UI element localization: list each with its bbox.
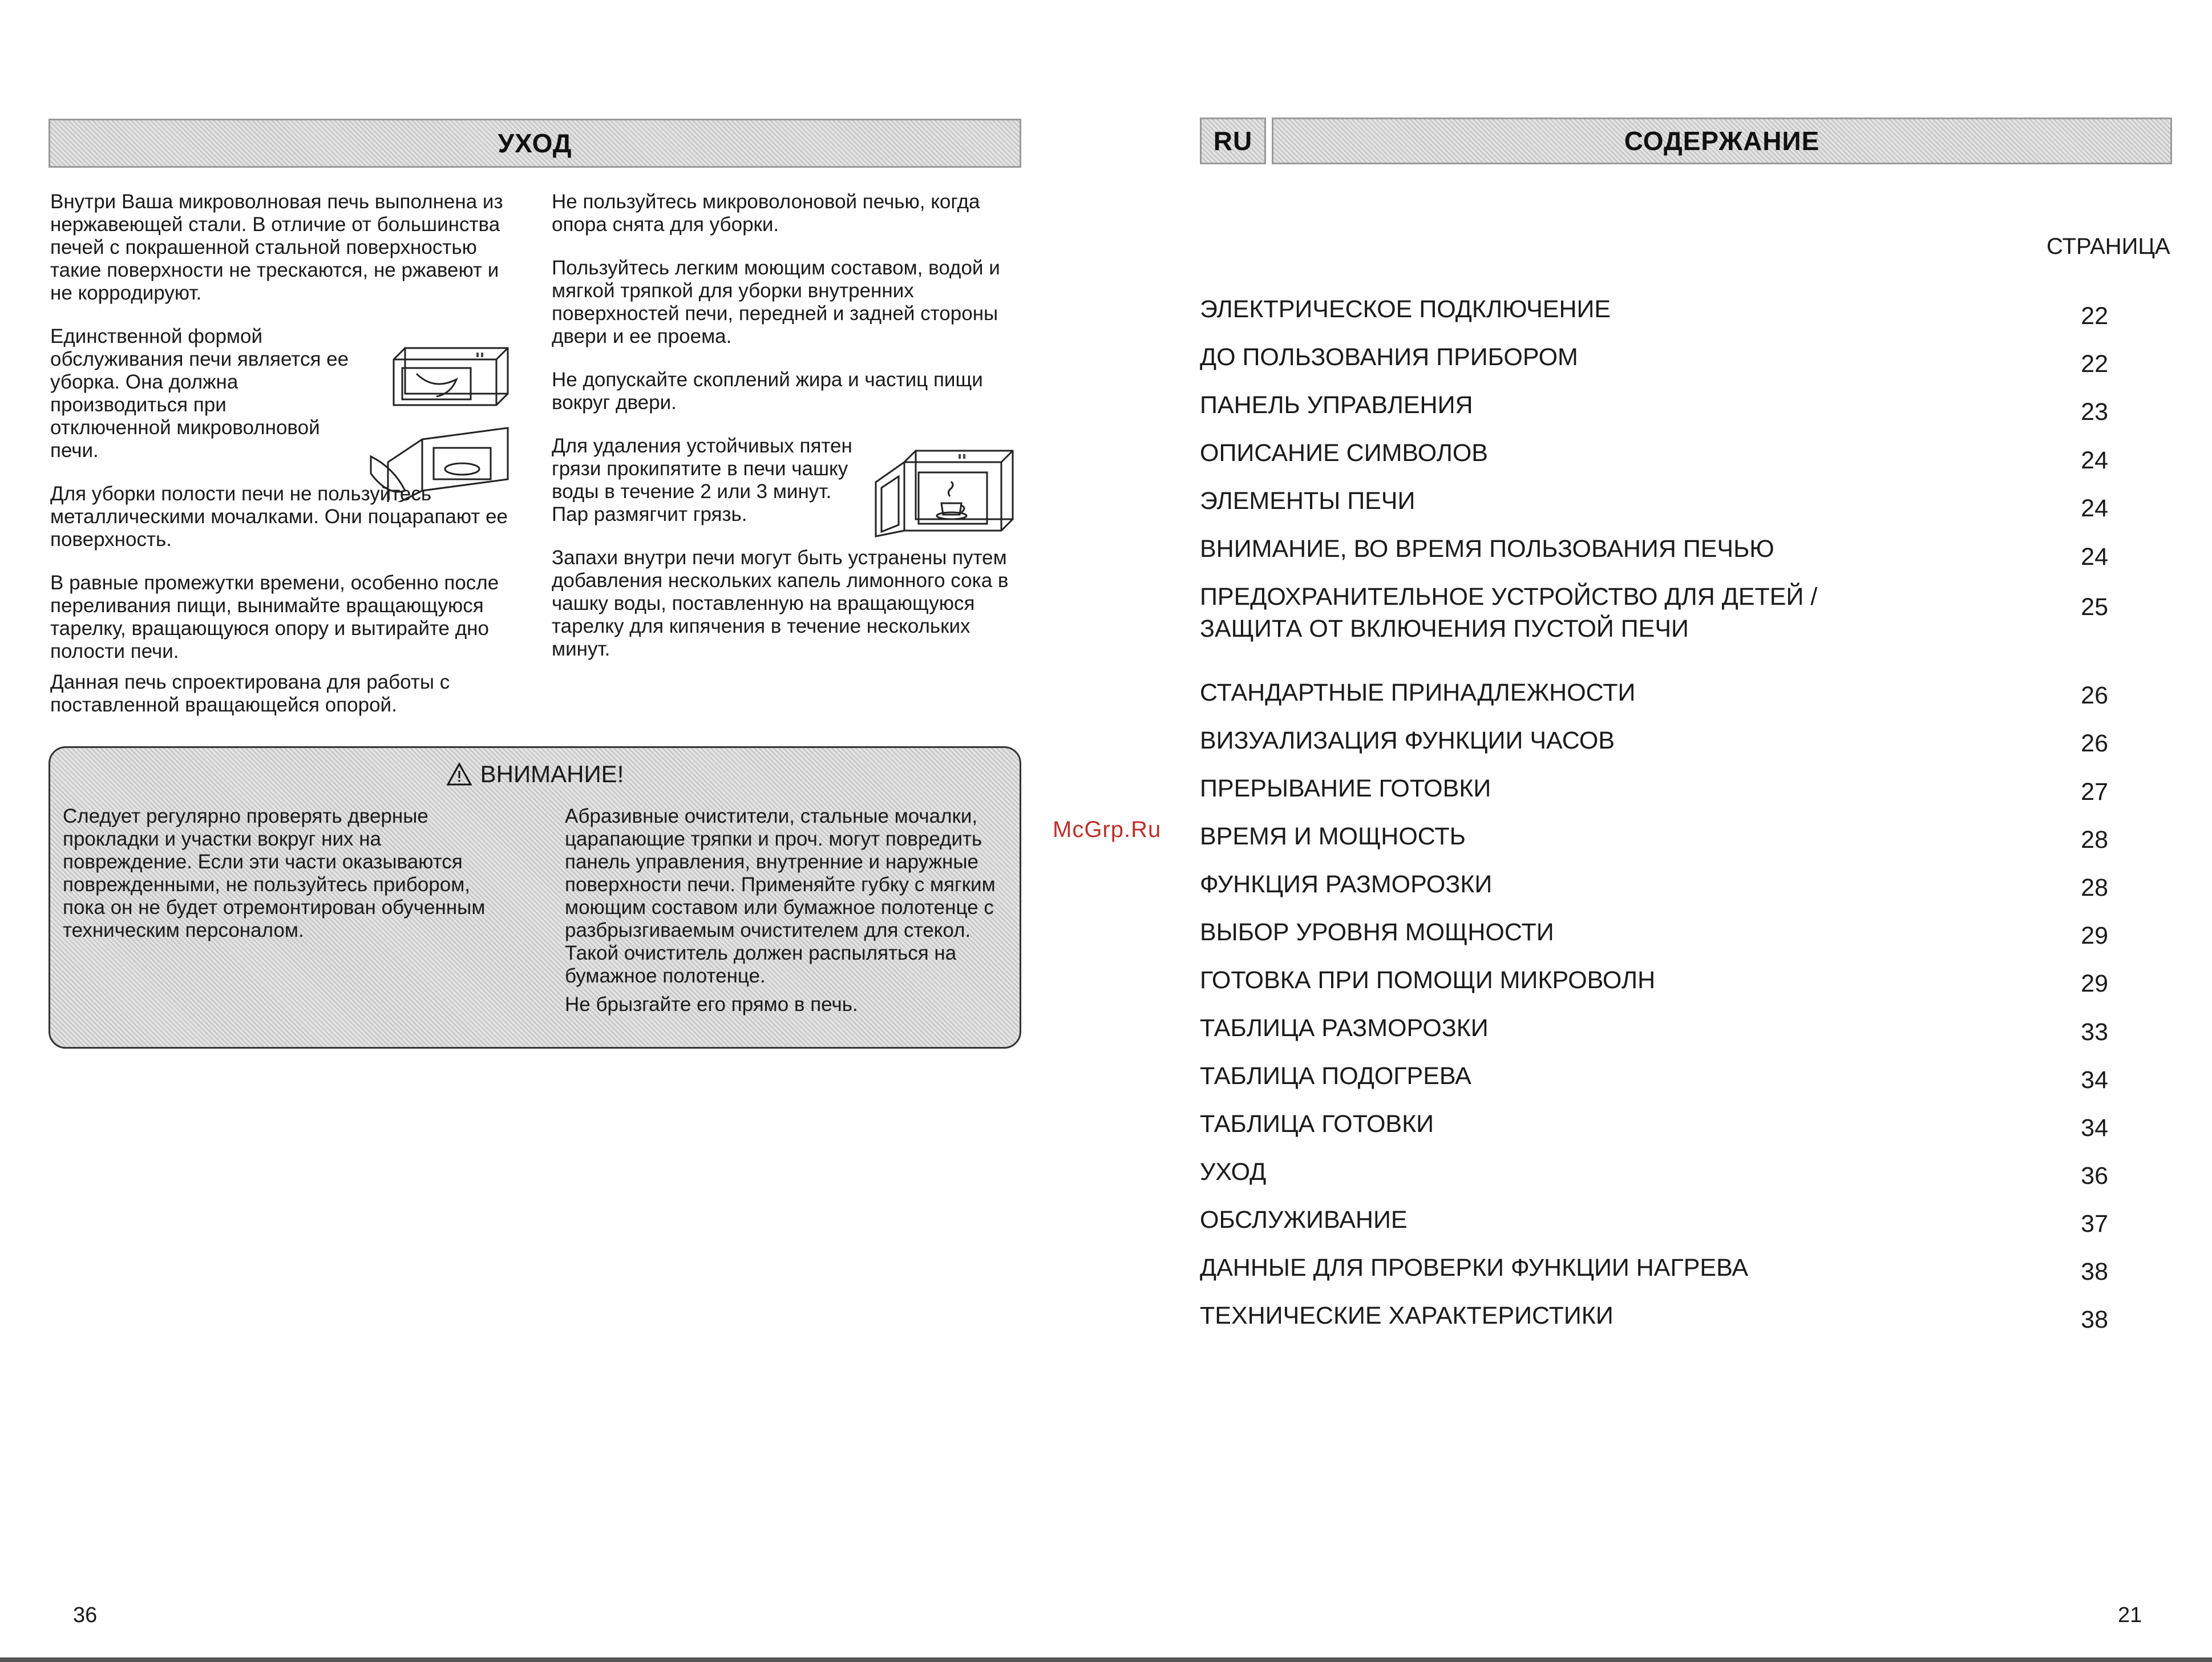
- toc-entry-page: 26: [2081, 682, 2108, 709]
- warning-paragraph: Абразивные очистители, стальные мочалки, царапающие тряпки и проч. могут повредить панель управления, внутренние и наружные поверхности печи. Применяйте губку с мягким моющим составом или бумажное полотенце с разбрызгиваемым очистителем для стекол. Такой очиститель должен распыляться на бумажное полотенце.: [565, 805, 996, 987]
- toc-entry-page: 26: [2081, 730, 2108, 757]
- care-column-2: [552, 191, 1021, 681]
- warning-title: ВНИМАНИЕ!: [480, 761, 624, 787]
- toc-entry-page: 33: [2081, 1018, 2108, 1046]
- page-column-label: СТРАНИЦА: [2047, 234, 2170, 259]
- toc-entry-title: ВНИМАНИЕ, ВО ВРЕМЯ ПОЛЬЗОВАНИЯ ПЕЧЬЮ: [1200, 535, 1774, 563]
- care-paragraph: Единственной формой обслуживания печи является ее уборка. Она должна производиться при отключенной микроволновой печи.: [50, 325, 349, 462]
- toc-entry-title: ПАНЕЛЬ УПРАВЛЕНИЯ: [1200, 391, 1473, 419]
- toc-entry-title: ВЫБОР УРОВНЯ МОЩНОСТИ: [1200, 919, 1554, 946]
- toc-entry-title-line2: ЗАЩИТА ОТ ВКЛЮЧЕНИЯ ПУСТОЙ ПЕЧИ: [1200, 615, 1689, 642]
- warning-paragraph: Не брызгайте его прямо в печь.: [565, 993, 858, 1016]
- toc-entry-page: 38: [2081, 1306, 2108, 1333]
- right-page-number: 21: [2118, 1603, 2142, 1627]
- toc-entry-title: СТАНДАРТНЫЕ ПРИНАДЛЕЖНОСТИ: [1200, 679, 1636, 706]
- toc-entry-title: ВИЗУАЛИЗАЦИЯ ФУНКЦИИ ЧАСОВ: [1200, 727, 1615, 754]
- warning-left-text: [63, 805, 513, 948]
- cleaning-oven-illustration: [354, 337, 519, 502]
- toc-entry-page: 27: [2081, 778, 2108, 806]
- toc-entry-page: 22: [2081, 302, 2108, 330]
- watermark: McGrp.Ru: [1053, 817, 1162, 842]
- cup-in-oven-illustration: [867, 445, 1021, 542]
- warning-right-text: [565, 805, 1013, 1022]
- toc-entry-title: УХОД: [1200, 1158, 1267, 1186]
- contents-header-title: СОДЕРЖАНИЕ: [1624, 126, 1820, 156]
- lang-badge: [1200, 118, 1266, 164]
- toc-entry-title: ФУНКЦИЯ РАЗМОРОЗКИ: [1200, 871, 1493, 898]
- toc-entry-page: 24: [2081, 543, 2108, 571]
- toc-entry-page: 34: [2081, 1066, 2108, 1094]
- toc-entry-title: ОПИСАНИЕ СИМВОЛОВ: [1200, 439, 1488, 467]
- toc-entry-page: 29: [2081, 970, 2108, 997]
- toc-entry-page: 37: [2081, 1210, 2108, 1238]
- care-header-title: УХОД: [498, 128, 572, 158]
- toc-entry-page: 24: [2081, 495, 2108, 522]
- toc-entry-page: 22: [2081, 350, 2108, 378]
- care-paragraph: Пользуйтесь легким моющим составом, водой и мягкой тряпкой для уборки внутренних поверхностей печи, передней и задней стороны двери и ее проема.: [552, 257, 1000, 347]
- care-paragraph: Внутри Ваша микроволновая печь выполнена из нержавеющей стали. В отличие от большинства печей с покрашенной стальной поверхностью такие поверхности не трескаются, не ржавеют и не корродируют.: [50, 191, 503, 304]
- toc-entry-title: ГОТОВКА ПРИ ПОМОЩИ МИКРОВОЛН: [1200, 967, 1656, 994]
- toc-entry-title: ДАННЫЕ ДЛЯ ПРОВЕРКИ ФУНКЦИИ НАГРЕВА: [1200, 1254, 1749, 1281]
- care-paragraph: Данная печь спроектирована для работы с поставленной вращающейся опорой.: [50, 671, 450, 716]
- lang-badge-label: RU: [1213, 126, 1253, 156]
- toc-entry-title: ТАБЛИЦА ПОДОГРЕВА: [1200, 1062, 1471, 1090]
- toc-entry-title: ЭЛЕМЕНТЫ ПЕЧИ: [1200, 487, 1416, 515]
- toc-entry-page: 23: [2081, 398, 2108, 426]
- care-paragraph: В равные промежутки времени, особенно после переливания пищи, вынимайте вращающуюся тарелку, вращающуюся опору и вытирайте дно полости печи.: [50, 572, 499, 662]
- toc-entry-page: 29: [2081, 922, 2108, 949]
- contents-header-bar: [1272, 118, 2172, 164]
- bottom-border: [0, 1657, 2212, 1662]
- toc-entry-title: ПРЕДОХРАНИТЕЛЬНОЕ УСТРОЙСТВО ДЛЯ ДЕТЕЙ /: [1200, 583, 1818, 610]
- toc-entry-page: 36: [2081, 1162, 2108, 1190]
- warning-paragraph: Следует регулярно проверять дверные прокладки и участки вокруг них на повреждение. Если эти части оказываются поврежденными, не пользуйтесь прибором, пока он не будет отремонтирован обученным техническим персоналом.: [63, 805, 486, 941]
- toc-entry-page: 28: [2081, 826, 2108, 854]
- toc-entry-title: ПРЕРЫВАНИЕ ГОТОВКИ: [1200, 775, 1491, 802]
- toc-entry-page: 25: [2081, 593, 2108, 621]
- care-header-bar: [48, 119, 1021, 168]
- toc-entry-title: ВРЕМЯ И МОЩНОСТЬ: [1200, 823, 1466, 850]
- care-paragraph: Для удаления устойчивых пятен грязи прокипятите в печи чашку воды в течение 2 или 3 минут. Пар размягчит грязь.: [552, 435, 852, 525]
- care-paragraph: Не допускайте скоплений жира и частиц пищи вокруг двери.: [552, 369, 983, 414]
- warning-heading: [50, 761, 1020, 788]
- toc-entry-page: 24: [2081, 447, 2108, 474]
- toc-entry-title: ДО ПОЛЬЗОВАНИЯ ПРИБОРОМ: [1200, 343, 1578, 371]
- toc-entry-page: 34: [2081, 1114, 2108, 1142]
- toc-entry-title: ЭЛЕКТРИЧЕСКОЕ ПОДКЛЮЧЕНИЕ: [1200, 296, 1611, 323]
- warning-box: [48, 746, 1021, 1049]
- care-paragraph: Для уборки полости печи не пользуйтесь металлическими мочалками. Они поцарапают ее поверхность.: [50, 483, 508, 551]
- toc-entry-page: 28: [2081, 874, 2108, 901]
- toc-entry-title: ТЕХНИЧЕСКИЕ ХАРАКТЕРИСТИКИ: [1200, 1302, 1613, 1329]
- toc-entry-title: ОБСЛУЖИВАНИЕ: [1200, 1206, 1408, 1234]
- left-page-number: 36: [73, 1603, 98, 1627]
- toc-entry-page: 38: [2081, 1258, 2108, 1285]
- care-paragraph: Запахи внутри печи могут быть устранены путем добавления нескольких капель лимонного сока в чашку воды, поставленную на вращающуюся тарелку для кипячения в течение нескольких минут.: [552, 547, 1009, 660]
- toc-entry-title: ТАБЛИЦА РАЗМОРОЗКИ: [1200, 1014, 1489, 1042]
- warning-triangle-icon: [446, 762, 472, 786]
- care-paragraph: Не пользуйтесь микроволоновой печью, когда опора снята для уборки.: [552, 191, 980, 236]
- toc-entry-title: ТАБЛИЦА ГОТОВКИ: [1200, 1110, 1434, 1138]
